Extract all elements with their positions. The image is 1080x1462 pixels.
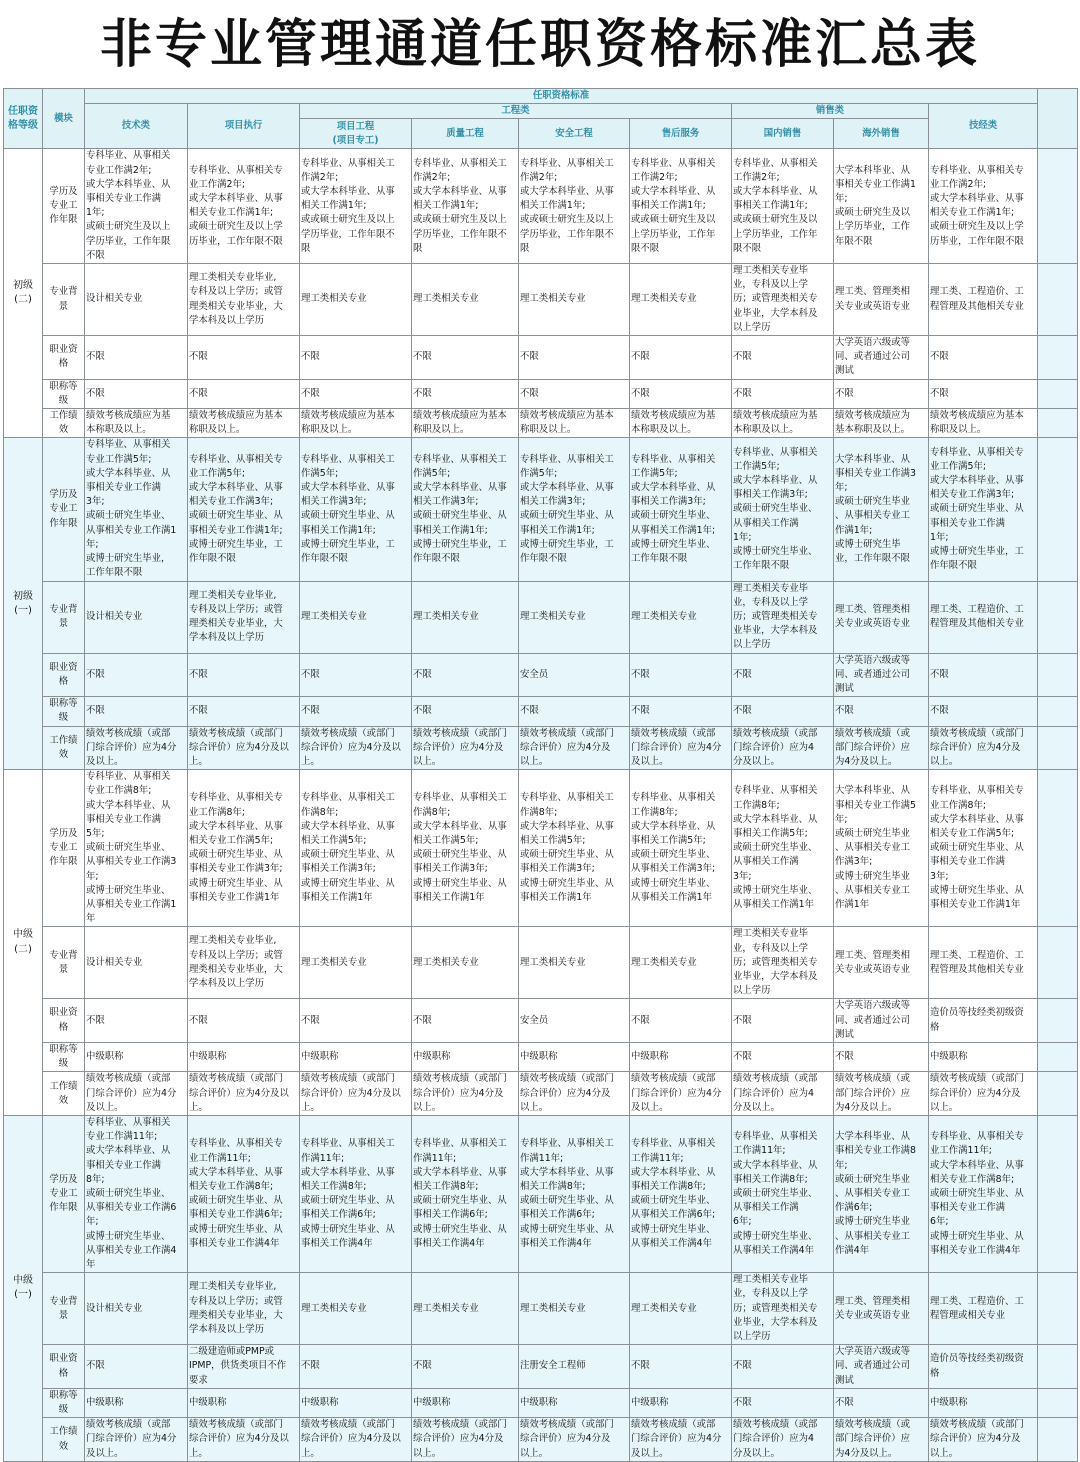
table-cell: 中级职称 (188, 1043, 300, 1072)
table-cell: 理工类、工程造价、工 程管理或相关专业 (929, 1273, 1038, 1345)
table-cell: 中级职称 (519, 1388, 630, 1417)
page-title: 非专业管理通道任职资格标准汇总表 (99, 15, 980, 75)
table-cell: 绩效考核成绩（或部 门综合评价）应为4分 及以上。 (630, 726, 732, 770)
table-cell: 不限 (412, 999, 519, 1043)
table-cell: 大学英语六级或等 同、或者通过公司 测试 (834, 999, 929, 1043)
table-cell: 大学本科毕业、从 事相关专业工作满1 年; 或硕士研究生及以 上学历毕业，工作 年限不限 (834, 149, 929, 264)
empty-cell (1038, 264, 1078, 336)
table-cell: 不限 (188, 336, 300, 380)
table-row (4, 1116, 1078, 1273)
empty-cell (1038, 726, 1078, 770)
level-label: 初级 (二) (4, 149, 43, 438)
table-cell: 理工类相关专业 (412, 264, 519, 336)
table-cell: 中级职称 (188, 1388, 300, 1417)
table-cell: 专科毕业、从事相关工 作满2年; 或大学本科毕业、从事 相关工作满1年; 或或硕士研究生及以上 学历毕业，工作年限不 限 (300, 149, 412, 264)
table-cell: 不限 (732, 697, 834, 726)
table-cell: 理工类相关专业毕 业，专科及以上学 历；或管理类相关专 业毕业，大学本科及 以上学历 (732, 264, 834, 336)
table-cell: 绩效考核成绩（或部门 综合评价）应为4分及 以上。 (519, 1072, 630, 1116)
table-cell: 理工类相关专业毕业, 专科及以上学历；或管 理类相关专业毕业，大 学本科及以上学历 (188, 1273, 300, 1345)
table-cell: 不限 (630, 697, 732, 726)
table-cell: 中级职称 (300, 1043, 412, 1072)
table-cell: 专科毕业、从事相关 专业工作满2年; 或大学本科毕业、从 事相关专业工作满 1年; 或硕士研究生及以上 学历毕业，工作年限 不限 (85, 149, 188, 264)
table-cell: 不限 (630, 999, 732, 1043)
table-cell: 不限 (834, 697, 929, 726)
table-cell: 安全员 (519, 653, 630, 697)
table-cell: 不限 (929, 697, 1038, 726)
table-cell: 理工类、管理类相 关专业或英语专业 (834, 264, 929, 336)
table-cell: 专科毕业、从事相关专 业工作满8年; 或大学本科毕业、从事 相关专业工作满5年; 或硕士研究生毕业、从 事相关专业工作满 3年; 或博士研究生毕业、从 事相关专业工作满1年 (929, 770, 1038, 927)
empty-cell (1038, 336, 1078, 380)
table-cell: 绩效考核成绩应为基本 称职及以上。 (412, 409, 519, 438)
table-cell: 理工类、工程造价、工 程管理及其他相关专业 (929, 264, 1038, 336)
header-standard: 任职资格标准 (85, 89, 1038, 104)
table-cell: 理工类相关专业 (300, 1273, 412, 1345)
module-label: 职业资 格 (43, 653, 85, 697)
empty-cell (1038, 1418, 1078, 1462)
table-cell: 造价员等技经类初级资 格 (929, 1345, 1038, 1389)
table-cell: 中级职称 (630, 1388, 732, 1417)
table-cell: 不限 (188, 999, 300, 1043)
table-cell: 绩效考核成绩（或部 门综合评价）应为4分 及以上。 (630, 1418, 732, 1462)
module-label: 工作绩 效 (43, 1072, 85, 1116)
table-cell: 绩效考核成绩（或部门 综合评价）应为4分及以 上。 (188, 1418, 300, 1462)
table-cell: 中级职称 (300, 1388, 412, 1417)
empty-cell (1038, 438, 1078, 581)
table-cell: 不限 (188, 697, 300, 726)
header-col-overseas-sales: 海外销售 (834, 119, 929, 149)
empty-cell (1038, 379, 1078, 408)
table-cell: 大学本科毕业、从 事相关专业工作满8 年; 或硕士研究生毕业 、从事相关专业工 作满6年; 或博士研究生毕业 、从事相关专业工 作满4年 (834, 1116, 929, 1273)
table-cell: 绩效考核成绩（或部 门综合评价）应为4分 及以上。 (85, 726, 188, 770)
table-cell: 理工类相关专业 (300, 927, 412, 999)
table-cell: 绩效考核成绩（或部门 综合评价）应为4分及以 上。 (188, 726, 300, 770)
table-row (4, 379, 1078, 408)
empty-cell (1038, 697, 1078, 726)
table-cell: 不限 (85, 999, 188, 1043)
table-cell: 理工类相关专业 (519, 264, 630, 336)
header-engineering: 工程类 (300, 104, 732, 119)
table-cell: 理工类相关专业毕 业，专科及以上学 历；或管理类相关专 业毕业，大学本科及 以上学历 (732, 1273, 834, 1345)
empty-cell (1038, 999, 1078, 1043)
header-col-project-exec: 项目执行 (188, 104, 300, 149)
table-cell: 绩效考核成绩应为基本 称职及以上。 (519, 409, 630, 438)
header-sales: 销售类 (732, 104, 929, 119)
table-cell: 不限 (412, 1345, 519, 1389)
table-cell: 理工类、管理类相 关专业或英语专业 (834, 927, 929, 999)
table-cell: 大学英语六级或等 同、或者通过公司 测试 (834, 336, 929, 380)
table-cell: 绩效考核成绩（或部门 综合评价）应为4分及以 上。 (300, 1418, 412, 1462)
module-label: 专业背 景 (43, 581, 85, 653)
empty-cell (1038, 1116, 1078, 1273)
table-cell: 专科毕业、从事相关 工作满2年; 或大学本科毕业、从 事相关工作满1年; 或或硕士研究生及以 上学历毕业，工作年 限不限 (732, 149, 834, 264)
module-label: 学历及 专业工 作年限 (43, 438, 85, 581)
table-cell: 专科毕业、从事相关 工作满5年; 或大学本科毕业、从 事相关工作满3年; 或硕士研究生毕业、 从事相关工作满 1年; 或博士研究生毕业、 工作年限不限 (732, 438, 834, 581)
table-cell: 理工类相关专业 (630, 581, 732, 653)
header-col-after-sales: 售后服务 (630, 119, 732, 149)
module-label: 工作绩 效 (43, 1418, 85, 1462)
table-cell: 不限 (300, 336, 412, 380)
empty-cell (1038, 653, 1078, 697)
table-cell: 专科毕业、从事相关 工作满8年; 或大学本科毕业、从 事相关工作满5年; 或硕士研究生毕业、 从事相关工作满 3年; 或博士研究生毕业、 从事相关工作满1年 (732, 770, 834, 927)
table-cell: 绩效考核成绩（或部 门综合评价）应为4 分及以上。 (732, 1418, 834, 1462)
table-cell: 不限 (412, 653, 519, 697)
table-cell: 不限 (630, 653, 732, 697)
table-cell: 专科毕业、从事相关工 作满11年; 或大学本科毕业、从事 相关工作满8年; 或硕士研究生毕业、从 事相关工作满6年; 或博士研究生毕业、从 事相关工作满4年 (300, 1116, 412, 1273)
table-cell: 造价员等技经类初级资 格 (929, 999, 1038, 1043)
module-label: 职称等 级 (43, 697, 85, 726)
module-label: 专业背 景 (43, 1273, 85, 1345)
header-col-tech-econ: 技经类 (929, 104, 1038, 149)
table-cell: 二级建造师或PMP或 IPMP，供货类项目不作 要求 (188, 1345, 300, 1389)
table-cell: 专科毕业、从事相关专 业工作满2年; 或大学本科毕业、从事 相关专业工作满1年; 或硕士研究生及以上学 历毕业，工作年限不限 (188, 149, 300, 264)
table-cell: 专科毕业、从事相关工 作满5年; 或大学本科毕业、从事 相关工作满3年; 或硕士研究生毕业、从 事相关工作满1年; 或博士研究生毕业，工 作年限不限 (300, 438, 412, 581)
empty-cell (1038, 1345, 1078, 1389)
module-label: 专业背 景 (43, 927, 85, 999)
table-row (4, 264, 1078, 336)
level-label: 中级 (二) (4, 770, 43, 1116)
table-cell: 不限 (300, 697, 412, 726)
header-col-domestic-sales: 国内销售 (732, 119, 834, 149)
table-cell: 绩效考核成绩应为 基本称职及以上。 (834, 409, 929, 438)
table-cell: 专科毕业、从事相关工 作满8年; 或大学本科毕业、从事 相关工作满5年; 或硕士研究生毕业、从 事相关工作满3年; 或博士研究生毕业、从 事相关工作满1年 (412, 770, 519, 927)
table-cell: 绩效考核成绩（或 部门综合评价）应 为4分及以上。 (834, 1072, 929, 1116)
table-cell: 专科毕业、从事相关工 作满5年; 或大学本科毕业、从事 相关工作满3年; 或硕士研究生毕业、从 事相关工作满1年; 或博士研究生毕业，工 作年限不限 (519, 438, 630, 581)
table-cell: 绩效考核成绩（或部 门综合评价）应为4 分及以上。 (732, 1072, 834, 1116)
table-cell: 不限 (732, 1043, 834, 1072)
table-cell: 中级职称 (519, 1043, 630, 1072)
table-cell: 大学英语六级或等 同、或者通过公司 测试 (834, 1345, 929, 1389)
table-row (4, 999, 1078, 1043)
qualification-table (3, 88, 1078, 1462)
table-cell: 专科毕业、从事相关 工作满8年; 或大学本科毕业、从 事相关工作满5年; 或硕士研究生毕业、 从事相关工作满3年; 或博士研究生毕业、 从事相关工作满1年 (630, 770, 732, 927)
table-cell: 理工类相关专业毕 业，专科及以上学 历；或管理类相关专 业毕业，大学本科及 以上学历 (732, 581, 834, 653)
table-cell: 专科毕业、从事相关专 业工作满8年; 或大学本科毕业、从事 相关专业工作满5年; 或硕士研究生毕业、从 事相关专业工作满3年; 或博士研究生毕业、从 事相关专业工作满1年 (188, 770, 300, 927)
table-cell: 专科毕业、从事相关专 业工作满11年; 或大学本科毕业、从事 相关专业工作满8年; 或硕士研究生毕业、从 事相关专业工作满6年; 或博士研究生毕业、从 事相关专业工作满4年 (188, 1116, 300, 1273)
table-cell: 绩效考核成绩（或部 门综合评价）应为4分 及以上。 (630, 1072, 732, 1116)
table-cell: 绩效考核成绩应为基本 称职及以上。 (300, 409, 412, 438)
table-cell: 专科毕业、从事相关专 业工作满5年; 或大学本科毕业、从事 相关专业工作满3年; 或硕士研究生毕业、从 事相关专业工作满 1年; 或博士研究生毕业，工 作年限不限 (929, 438, 1038, 581)
table-cell: 专科毕业、从事相关 专业工作满11年; 或大学本科毕业、从 事相关专业工作满 8年; 或硕士研究生毕业、 从事相关专业工作满6 年; 或博士研究生毕业、 从事相关专业工作满4 年 (85, 1116, 188, 1273)
table-cell: 理工类相关专业毕业, 专科及以上学历；或管 理类相关专业毕业，大 学本科及以上学历 (188, 581, 300, 653)
table-cell: 不限 (85, 336, 188, 380)
table-cell: 不限 (188, 653, 300, 697)
table-cell: 理工类相关专业 (412, 581, 519, 653)
table-cell: 大学本科毕业、从 事相关专业工作满5 年; 或硕士研究生毕业 、从事相关专业工 作满3年; 或博士研究生毕业 、从事相关专业工 作满1年 (834, 770, 929, 927)
header-col-tech: 技术类 (85, 104, 188, 149)
table-cell: 中级职称 (929, 1043, 1038, 1072)
table-row (4, 1043, 1078, 1072)
module-label: 工作绩 效 (43, 726, 85, 770)
table-cell: 绩效考核成绩（或部 门综合评价）应为4分 及以上。 (85, 1418, 188, 1462)
table-cell: 中级职称 (85, 1388, 188, 1417)
module-label: 职称等 级 (43, 1043, 85, 1072)
table-cell: 理工类、工程造价、工 程管理及其他相关专业 (929, 581, 1038, 653)
table-cell: 不限 (300, 379, 412, 408)
header-col-safety: 安全工程 (519, 119, 630, 149)
table-cell: 不限 (834, 1043, 929, 1072)
empty-cell (1038, 1388, 1078, 1417)
table-cell: 中级职称 (412, 1043, 519, 1072)
table-row (4, 409, 1078, 438)
table-row (4, 1418, 1078, 1462)
table-cell: 不限 (85, 653, 188, 697)
table-cell: 专科毕业、从事相关工 作满8年; 或大学本科毕业、从事 相关工作满5年; 或硕士研究生毕业、从 事相关工作满3年; 或博士研究生毕业、从 事相关工作满1年 (300, 770, 412, 927)
module-label: 职称等 级 (43, 1388, 85, 1417)
table-cell: 理工类相关专业 (519, 927, 630, 999)
empty-cell (1038, 770, 1078, 927)
table-cell: 设计相关专业 (85, 927, 188, 999)
table-cell: 专科毕业、从事相关工 作满5年; 或大学本科毕业、从事 相关工作满3年; 或硕士研究生毕业、从 事相关工作满1年; 或博士研究生毕业，工 作年限不限 (412, 438, 519, 581)
table-cell: 大学英语六级或等 同、或者通过公司 测试 (834, 653, 929, 697)
table-cell: 专科毕业、从事相关 专业工作满5年; 或大学本科毕业、从 事相关专业工作满 3年; 或硕士研究生毕业、 从事相关专业工作满1 年; 或博士研究生毕业， 工作年限不限 (85, 438, 188, 581)
empty-cell (1038, 149, 1078, 264)
table-cell: 专科毕业、从事相关 工作满2年; 或大学本科毕业、从 事相关工作满1年; 或或硕士研究生及以 上学历毕业，工作年 限不限 (630, 149, 732, 264)
table-cell: 理工类相关专业 (300, 581, 412, 653)
table-cell: 理工类、管理类相 关专业或英语专业 (834, 581, 929, 653)
table-cell: 中级职称 (412, 1388, 519, 1417)
module-label: 专业背 景 (43, 264, 85, 336)
table-cell: 绩效考核成绩（或部门 综合评价）应为4分及 以上。 (519, 1418, 630, 1462)
table-cell: 中级职称 (929, 1388, 1038, 1417)
module-label: 职称等 级 (43, 379, 85, 408)
table-cell: 不限 (732, 653, 834, 697)
table-cell: 不限 (732, 999, 834, 1043)
table-cell: 理工类相关专业 (519, 1273, 630, 1345)
header-level: 任职资 格等级 (4, 89, 43, 149)
table-cell: 绩效考核成绩（或部门 综合评价）应为4分及 以上。 (929, 1418, 1038, 1462)
table-cell: 不限 (300, 999, 412, 1043)
table-cell: 中级职称 (630, 1043, 732, 1072)
table-cell: 理工类相关专业毕 业，专科及以上学 历；或管理类相关专 业毕业，大学本科及 以上学历 (732, 927, 834, 999)
empty-cell (1038, 1043, 1078, 1072)
table-cell: 理工类、管理类相 关专业或英语专业 (834, 1273, 929, 1345)
table-cell: 不限 (630, 336, 732, 380)
empty-cell (1038, 1072, 1078, 1116)
table-cell: 绩效考核成绩（或部门 综合评价）应为4分及以 上。 (300, 726, 412, 770)
table-cell: 理工类相关专业 (630, 1273, 732, 1345)
table-cell: 不限 (85, 379, 188, 408)
table-cell: 不限 (630, 1345, 732, 1389)
table-row (4, 927, 1078, 999)
table-cell: 专科毕业、从事相关工 作满11年; 或大学本科毕业、从事 相关工作满8年; 或硕士研究生毕业、从 事相关工作满6年; 或博士研究生毕业、从 事相关工作满4年 (412, 1116, 519, 1273)
table-cell: 设计相关专业 (85, 581, 188, 653)
table-cell: 绩效考核成绩应为基本 称职及以上。 (929, 409, 1038, 438)
table-row (4, 770, 1078, 927)
table-cell: 绩效考核成绩（或部门 综合评价）应为4分及 以上。 (412, 1072, 519, 1116)
level-label: 中级 (一) (4, 1116, 43, 1462)
table-row (4, 1388, 1078, 1417)
table-cell: 绩效考核成绩应为基本 称职及以上。 (188, 409, 300, 438)
table-cell: 专科毕业、从事相关工 作满8年; 或大学本科毕业、从事 相关工作满5年; 或硕士研究生毕业、从 事相关工作满3年; 或博士研究生毕业、从 事相关工作满1年 (519, 770, 630, 927)
table-cell: 绩效考核成绩（或 部门综合评价）应 为4分及以上。 (834, 1418, 929, 1462)
table-cell: 设计相关专业 (85, 264, 188, 336)
table-cell: 不限 (929, 336, 1038, 380)
table-cell: 专科毕业、从事相关专 业工作满5年; 或大学本科毕业、从事 相关专业工作满3年; 或硕士研究生毕业、从 事相关专业工作满1年; 或博士研究生毕业，工 作年限不限 (188, 438, 300, 581)
table-cell: 理工类相关专业 (630, 264, 732, 336)
module-label: 学历及 专业工 作年限 (43, 770, 85, 927)
table-row (4, 1072, 1078, 1116)
table-row (4, 581, 1078, 653)
table-cell: 专科毕业、从事相关 工作满11年; 或大学本科毕业、从 事相关工作满8年; 或硕士研究生毕业、 从事相关工作满6年; 或博士研究生毕业、 从事相关工作满4年 (630, 1116, 732, 1273)
table-cell: 不限 (732, 1388, 834, 1417)
table-cell: 理工类相关专业毕业, 专科及以上学历；或管 理类相关专业毕业，大 学本科及以上学历 (188, 264, 300, 336)
table-cell: 大学本科毕业、从 事相关专业工作满3 年; 或硕士研究生毕业 、从事相关专业工 作满1年; 或博士研究生毕 业，工作年限不限 (834, 438, 929, 581)
table-cell: 绩效考核成绩（或部 门综合评价）应为4分 及以上。 (85, 1072, 188, 1116)
table-cell: 不限 (732, 379, 834, 408)
table-cell: 专科毕业、从事相关工 作满2年; 或大学本科毕业、从事 相关工作满1年; 或或硕士研究生及以上 学历毕业，工作年限不 限 (519, 149, 630, 264)
header-empty-cell (1038, 89, 1078, 149)
empty-cell (1038, 1273, 1078, 1345)
table-cell: 不限 (732, 1345, 834, 1389)
table-row (4, 726, 1078, 770)
table-cell: 绩效考核成绩（或部 门综合评价）应为4 分及以上。 (732, 726, 834, 770)
table-cell: 不限 (929, 653, 1038, 697)
module-label: 工作绩 效 (43, 409, 85, 438)
module-label: 职业资 格 (43, 999, 85, 1043)
table-cell: 不限 (929, 379, 1038, 408)
table-cell: 理工类相关专业 (412, 1273, 519, 1345)
header-module: 模块 (43, 89, 85, 149)
table-cell: 绩效考核成绩应为基 本称职及以上。 (630, 409, 732, 438)
table-cell: 绩效考核成绩（或部门 综合评价）应为4分及以 上。 (300, 1072, 412, 1116)
module-label: 职业资 格 (43, 1345, 85, 1389)
table-cell: 绩效考核成绩应为基 本称职及以上。 (85, 409, 188, 438)
table-cell: 不限 (519, 379, 630, 408)
header-col-project-eng: 项目工程 (项目专工) (300, 119, 412, 149)
table-cell: 专科毕业、从事相关专 业工作满11年; 或大学本科毕业、从事 相关专业工作满8年; 或硕士研究生毕业、从 事相关专业工作满 6年; 或博士研究生毕业、从 事相关专业工作满4年 (929, 1116, 1038, 1273)
module-label: 学历及 专业工 作年限 (43, 149, 85, 264)
table-cell: 不限 (412, 336, 519, 380)
table-cell: 理工类相关专业 (519, 581, 630, 653)
table-cell: 不限 (519, 697, 630, 726)
table-cell: 理工类相关专业 (300, 264, 412, 336)
table-cell: 理工类、工程造价、工 程管理及其他相关专业 (929, 927, 1038, 999)
table-cell: 专科毕业、从事相关工 作满2年; 或大学本科毕业、从事 相关工作满1年; 或或硕士研究生及以上 学历毕业，工作年限不 限 (412, 149, 519, 264)
table-cell: 理工类相关专业 (412, 927, 519, 999)
table-cell: 绩效考核成绩（或 部门综合评价）应 为4分及以上。 (834, 726, 929, 770)
module-label: 学历及 专业工 作年限 (43, 1116, 85, 1273)
table-cell: 不限 (85, 697, 188, 726)
table-cell: 专科毕业、从事相关 专业工作满8年; 或大学本科毕业、从 事相关专业工作满 5年; 或硕士研究生毕业、 从事相关专业工作满3 年; 或博士研究生毕业、 从事相关专业工作满1 年 (85, 770, 188, 927)
table-cell: 专科毕业、从事相关专 业工作满2年; 或大学本科毕业、从事 相关专业工作满1年; 或硕士研究生及以上学 历毕业，工作年限不限 (929, 149, 1038, 264)
table-cell: 绩效考核成绩（或部门 综合评价）应为4分及 以上。 (929, 1072, 1038, 1116)
table-cell: 不限 (834, 1388, 929, 1417)
table-cell: 安全员 (519, 999, 630, 1043)
table-cell: 不限 (300, 1345, 412, 1389)
table-cell: 绩效考核成绩（或部门 综合评价）应为4分及以 上。 (188, 1072, 300, 1116)
table-cell: 绩效考核成绩（或部门 综合评价）应为4分及 以上。 (519, 726, 630, 770)
table-row (4, 149, 1078, 264)
header-col-quality: 质量工程 (412, 119, 519, 149)
table-cell: 不限 (85, 1345, 188, 1389)
table-cell: 不限 (188, 379, 300, 408)
table-cell: 不限 (834, 379, 929, 408)
empty-cell (1038, 581, 1078, 653)
table-cell: 不限 (300, 653, 412, 697)
module-label: 职业资 格 (43, 336, 85, 380)
table-cell: 理工类相关专业 (630, 927, 732, 999)
table-row (4, 1345, 1078, 1389)
table-cell: 不限 (630, 379, 732, 408)
table-cell: 注册安全工程师 (519, 1345, 630, 1389)
table-cell: 绩效考核成绩（或部门 综合评价）应为4分及 以上。 (929, 726, 1038, 770)
table-cell: 绩效考核成绩（或部门 综合评价）应为4分及 以上。 (412, 1418, 519, 1462)
table-row (4, 438, 1078, 581)
table-row (4, 1273, 1078, 1345)
table-cell: 不限 (412, 697, 519, 726)
table-cell: 不限 (519, 336, 630, 380)
table-cell: 专科毕业、从事相关 工作满11年; 或大学本科毕业、从 事相关工作满8年; 或硕士研究生毕业、 从事相关工作满 6年; 或博士研究生毕业、 从事相关工作满4年 (732, 1116, 834, 1273)
table-row (4, 336, 1078, 380)
table-cell: 不限 (412, 379, 519, 408)
empty-cell (1038, 409, 1078, 438)
table-row (4, 697, 1078, 726)
empty-cell (1038, 927, 1078, 999)
level-label: 初级 (一) (4, 438, 43, 770)
table-cell: 中级职称 (85, 1043, 188, 1072)
table-cell: 专科毕业、从事相关 工作满5年; 或大学本科毕业、从 事相关工作满3年; 或硕士研究生毕业、 从事相关工作满1年; 或博士研究生毕业、 工作年限不限 (630, 438, 732, 581)
table-row (4, 653, 1078, 697)
table-cell: 绩效考核成绩（或部门 综合评价）应为4分及 以上。 (412, 726, 519, 770)
table-cell: 专科毕业、从事相关工 作满11年; 或大学本科毕业、从事 相关工作满8年; 或硕士研究生毕业、从 事相关工作满6年; 或博士研究生毕业、从 事相关工作满4年 (519, 1116, 630, 1273)
table-cell: 不限 (732, 336, 834, 380)
table-cell: 理工类相关专业毕业, 专科及以上学历；或管 理类相关专业毕业，大 学本科及以上学历 (188, 927, 300, 999)
table-cell: 绩效考核成绩应为基 本称职及以上。 (732, 409, 834, 438)
table-cell: 设计相关专业 (85, 1273, 188, 1345)
